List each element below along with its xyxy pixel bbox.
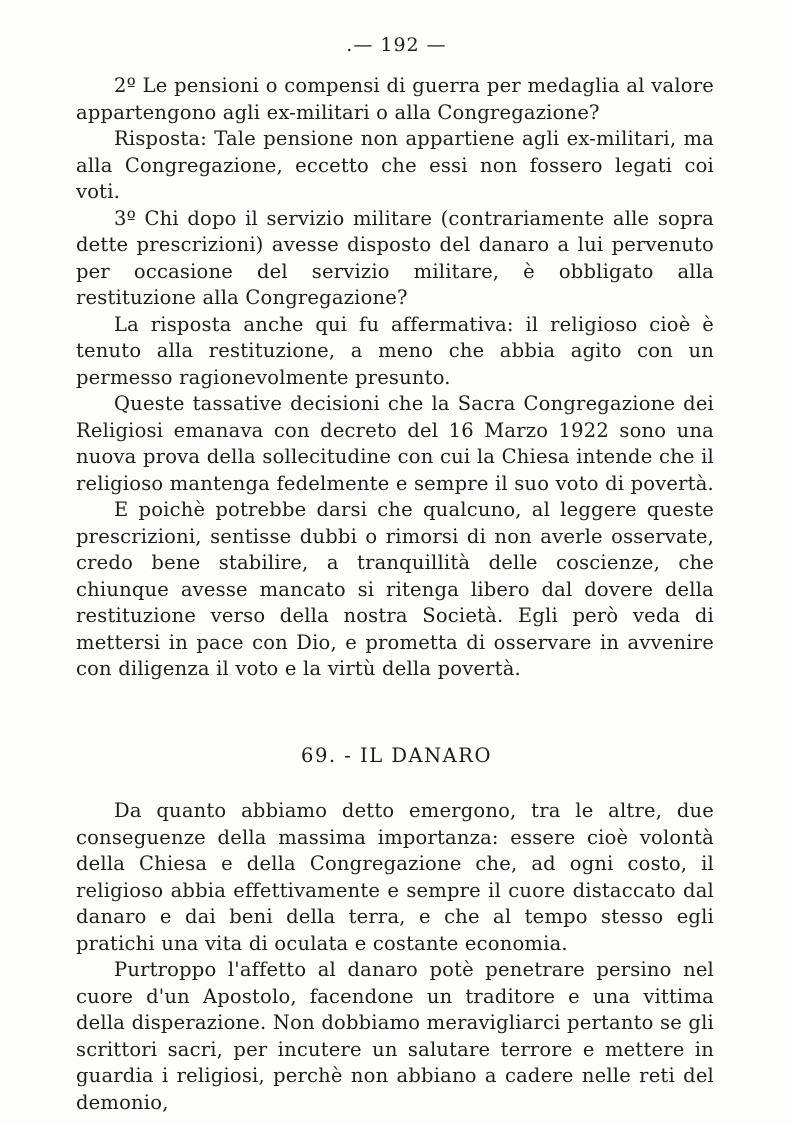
paragraph-question-2: 2º Le pensioni o compensi di guerra per medaglia al valore appartengono agli ex-militari o alla Congregazione? [76,74,714,124]
paragraph-apostle: Purtroppo l'affetto al danaro potè penetrare persino nel cuore d'un Apostolo, facendone un traditore e una vittima della disperazione. Non dobbiamo meravigliarci pertanto se gli scrittori sacri, per incutere un salutare terrore e mettere in guardia i religiosi, perchè non abbiano a cadere nelle reti del demonio, [76,958,714,1114]
body-text-section-one [76,73,714,683]
page-number: .— 192 — [346,34,447,56]
body-text-section-two [76,798,714,1116]
paragraph-answer-2: Risposta: Tale pensione non appartiene agli ex-militari, ma alla Congregazione, eccetto che essi non fossero legati coi voti. [76,127,714,203]
paragraph-consequences: Da quanto abbiamo detto emergono, tra le altre, due conseguenze della massima importanza: essere cioè volontà della Chiesa e della Congregazione che, ad ogni costo, il religioso abbia effettivamente e sempre il cuore distaccato dal danaro e dai beni della terra, e che al tempo stesso egli pratichi una vita di oculata e costante economia. [76,799,714,955]
paragraph-question-3: 3º Chi dopo il servizio militare (contrariamente alle sopra dette prescrizioni) avesse disposto del danaro a lui pervenuto per occasione del servizio militare, è obbligato alla restituzione alla Congregazione? [76,206,714,309]
paragraph-answer-3: La risposta anche qui fu affermativa: il religioso cioè è tenuto alla restituzione, a meno che abbia agito con un permesso ragionevolmente presunto. [76,312,714,389]
section-heading: 69. - IL DANARO [301,744,492,767]
paragraph-decree: Queste tassative decisioni che la Sacra Congregazione dei Religiosi emanava con decreto del 16 Marzo 1922 sono una nuova prova della sollecitudine con cui la Chiesa intende che il religioso mantenga fedelmente e sempre il suo voto di povertà. [76,392,714,495]
paragraph-restitution: E poichè potrebbe darsi che qualcuno, al leggere queste prescrizioni, sentisse dubbi o rimorsi di non averle osservate, credo bene stabilire, a tranquillità delle coscienze, che chiunque avesse mancato si ritenga libero dal dovere della restituzione verso della nostra Società. Egli però veda di mettersi in pace con Dio, e prometta di osservare in avvenire con diligenza il voto e la virtù della povertà. [76,498,714,680]
